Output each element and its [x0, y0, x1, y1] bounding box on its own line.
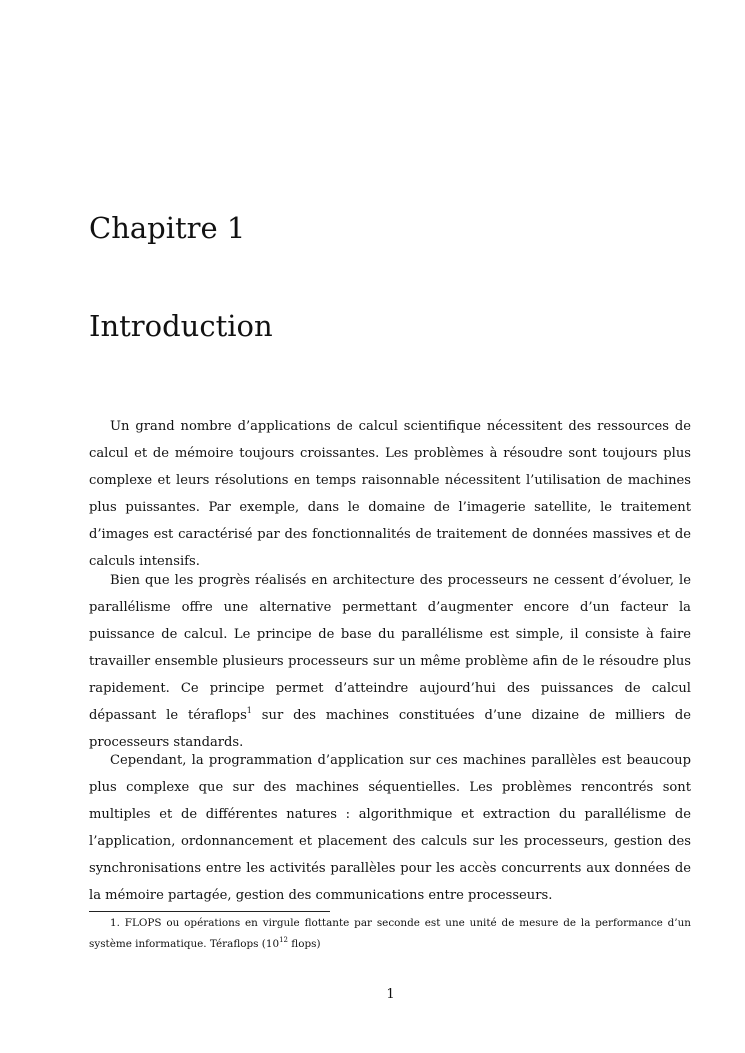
paragraph-1-text: Un grand nombre d’applications de calcul scientifique nécessitent des ressources de calcul et de mémoire toujours croissantes. Les problèmes à résoudre sont toujours plus complexe et leurs résolutions en temps raisonnable nécessitent l’utilisation de machines plus puissantes. Par exemple, dans le domaine de l’imagerie satellite, le traitement d’images est caractérisé par des fonctionnalités de traitement de données massives et de calculs intensifs. [89, 419, 691, 569]
paragraph-2-text-before-note: Bien que les progrès réalisés en architecture des processeurs ne cessent d’évoluer, le parallélisme offre une alternative permettant d’augmenter encore d’un facteur la puissance de calcul. Le principe de base du parallélisme est simple, il consiste à faire travailler ensemble plusieurs processeurs sur un même problème afin de le résoudre plus rapidement. Ce principe permet d’atteindre aujourd’hui des puissances de calcul dépassant le téraflops [89, 573, 691, 723]
footnote-text [89, 913, 691, 955]
paragraph-1 [89, 413, 691, 575]
page-number: 1 [386, 987, 395, 1002]
paragraph-2-text-after-note: sur des machines constituées d’une dizaine de milliers de processeurs standards. [89, 708, 691, 750]
paragraph-3 [89, 747, 691, 909]
footnote [89, 913, 691, 955]
footnote-separator [89, 911, 330, 912]
chapter-title: Introduction [89, 309, 273, 343]
footnote-marker: 1 [246, 706, 252, 715]
paragraph-3-text: Cependant, la programmation d’application sur ces machines parallèles est beaucoup plus complexe que sur des machines séquentielles. Les problèmes rencontrés sont multiples et de différentes natures : algorithmique et extraction du parallélisme de l’application, ordonnancement et placement des calculs sur les processeurs, gestion des synchronisations entre les activités parallèles pour les accès concurrents aux données de la mémoire partagée, gestion des communications entre processeurs. [89, 753, 691, 903]
footnote-text-before: 1. FLOPS ou opérations en virgule flottante par seconde est une unité de mesure de la performance d’un système informatique. Téraflops (10 [89, 917, 691, 950]
paragraph-2-text [89, 567, 691, 756]
chapter-label: Chapitre 1 [89, 211, 246, 245]
footnote-text-after: flops) [288, 938, 321, 950]
paragraph-2 [89, 567, 691, 756]
footnote-exponent: 12 [279, 936, 288, 944]
